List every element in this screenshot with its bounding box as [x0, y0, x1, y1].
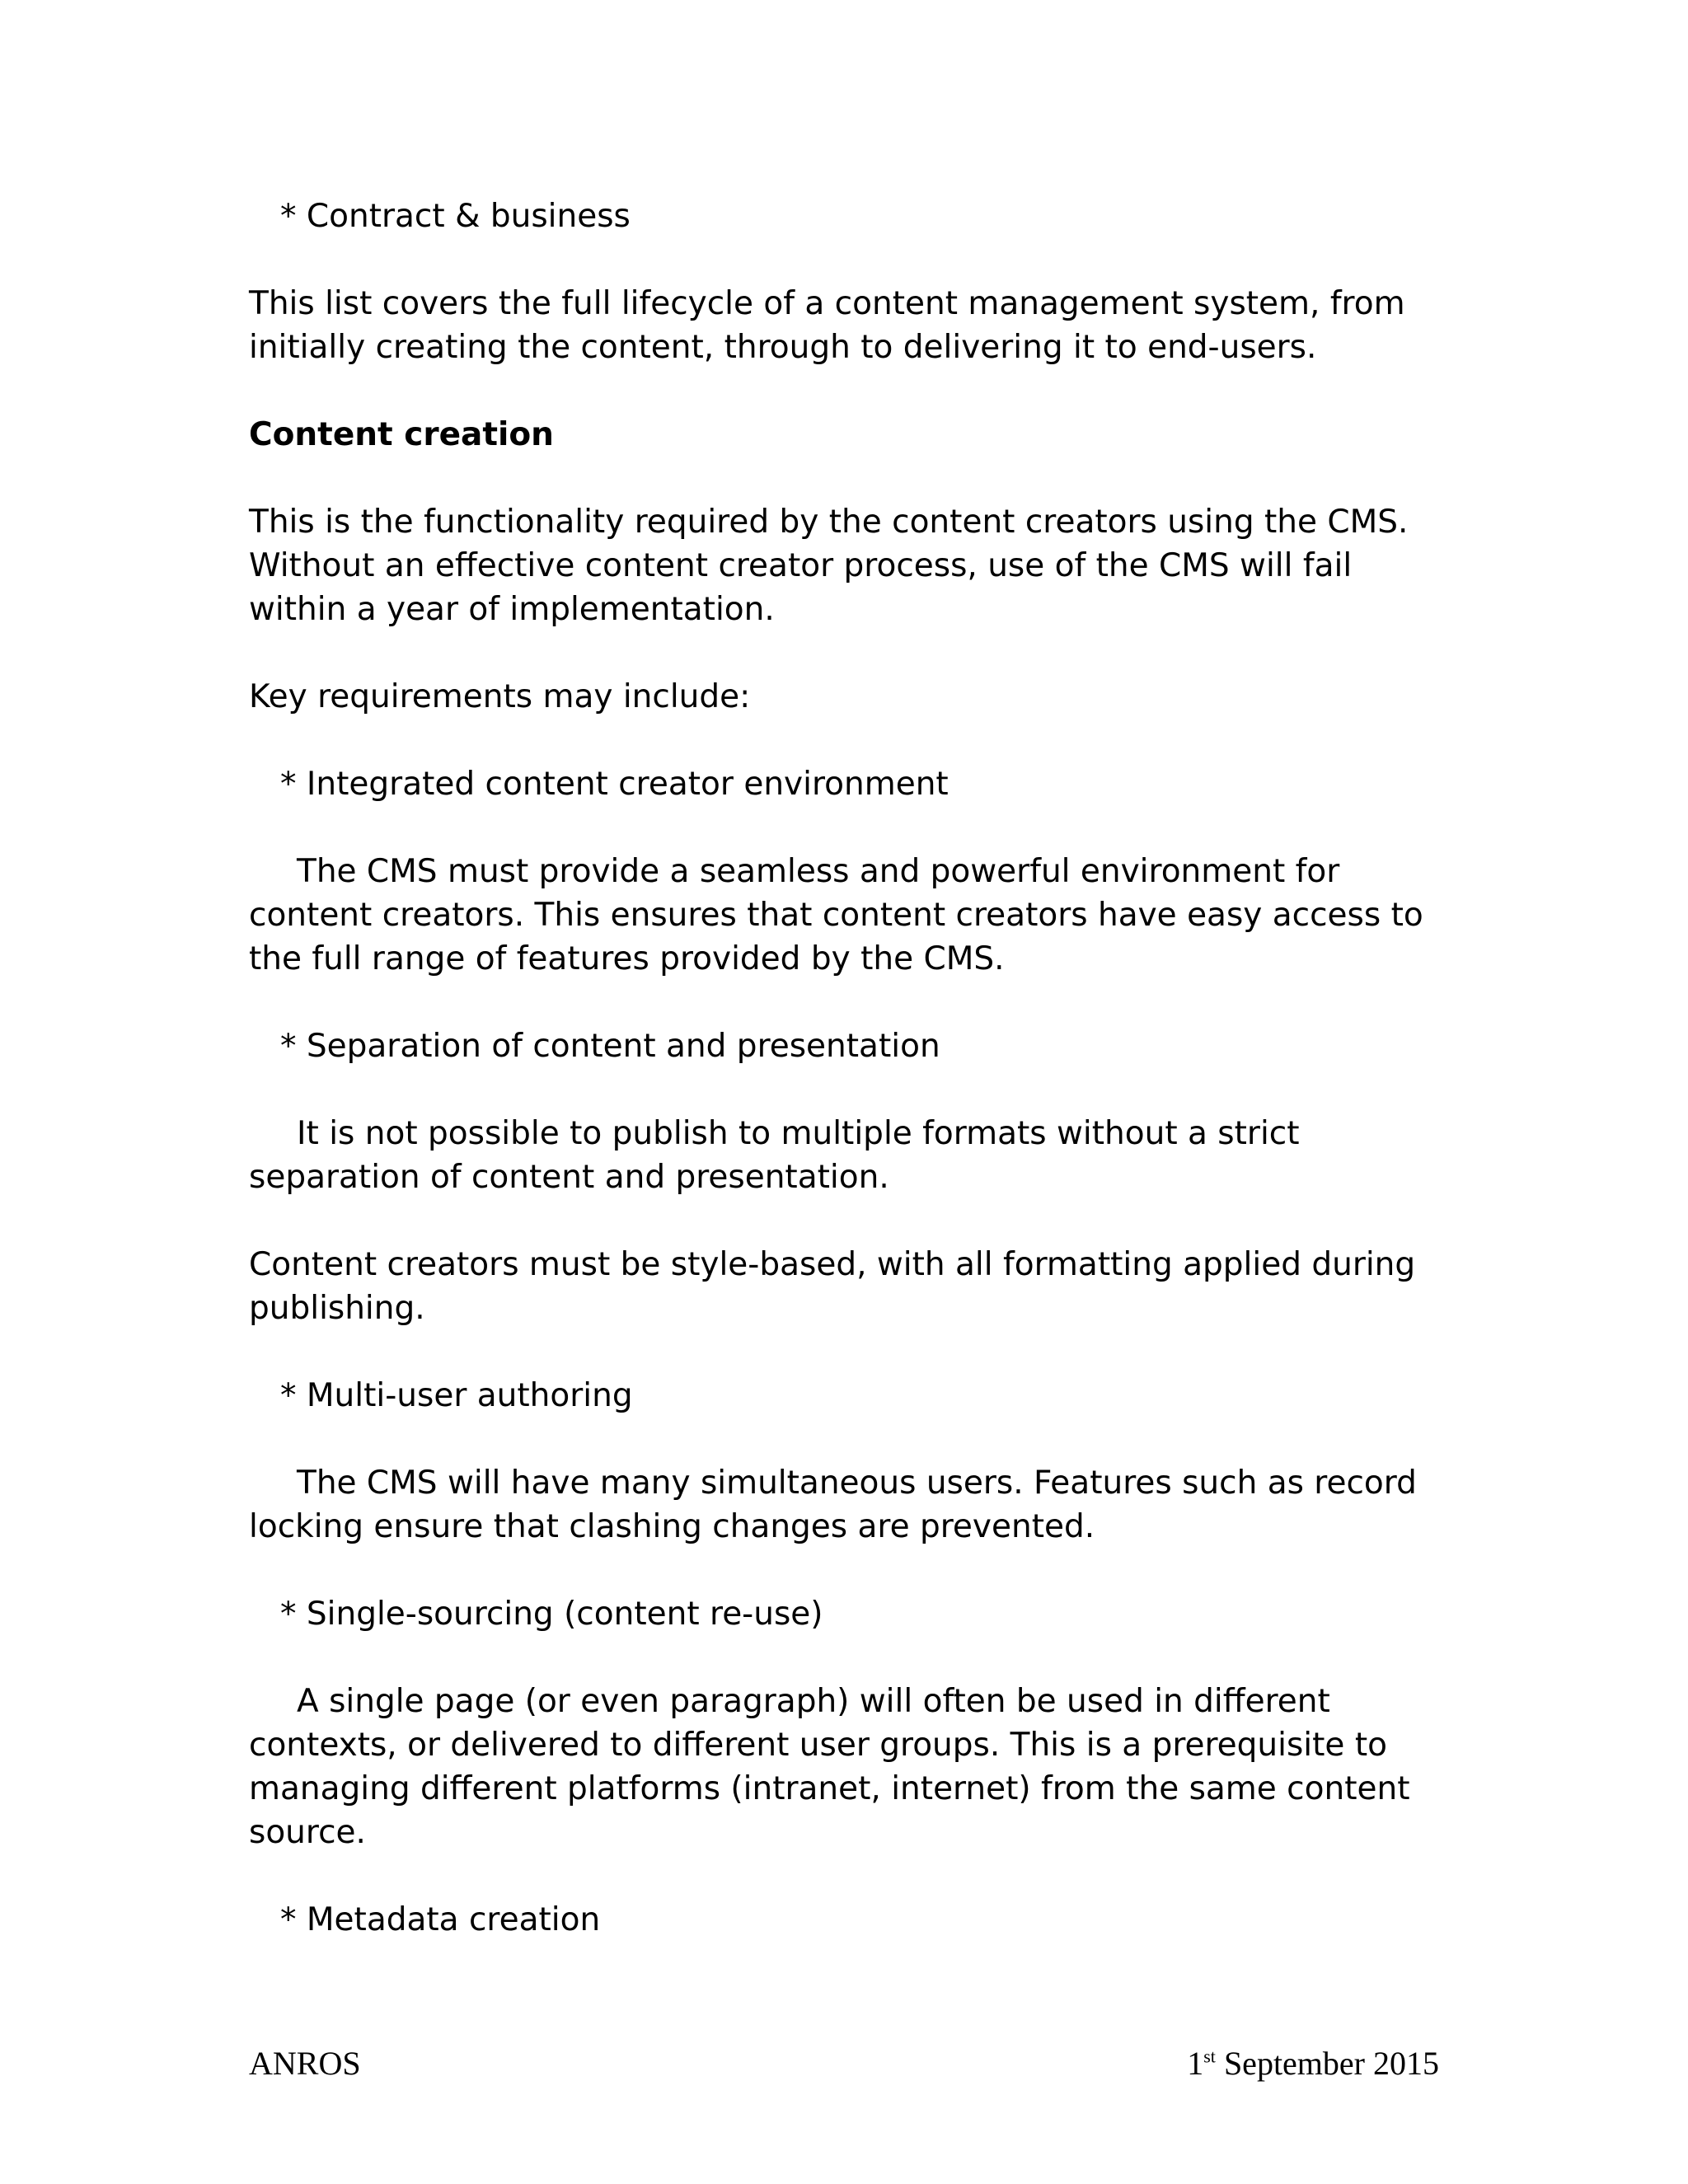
- bullet-contract-business: * Contract & business: [280, 198, 631, 235]
- paragraph-integrated-environment: The CMS must provide a seamless and powerful environment for content creators. This ensures that content creators have easy access to the full range of features provided by the CMS.: [249, 853, 1423, 977]
- footer-date-day: 1: [1187, 2045, 1204, 2082]
- footer-company: ANROS: [249, 2045, 361, 2082]
- paragraph-single-sourcing: A single page (or even paragraph) will often be used in different contexts, or delivered to different user groups. This is a prerequisite to managing different platforms (intranet, internet) from the same content source.: [249, 1683, 1410, 1851]
- bullet-single-sourcing: * Single-sourcing (content re-use): [280, 1596, 823, 1633]
- bullet-separation: * Separation of content and presentation: [280, 1028, 940, 1065]
- bullet-metadata-creation: * Metadata creation: [280, 1901, 601, 1938]
- paragraph-functionality: This is the functionality required by the content creators using the CMS. Without an effective content creator process, use of the CMS will fail within a year of implementation.: [249, 504, 1409, 628]
- page-footer: [249, 2044, 1439, 2083]
- paragraph-lifecycle: This list covers the full lifecycle of a content management system, from initially creating the content, through to delivering it to end-users.: [249, 285, 1405, 366]
- paragraph-key-requirements: Key requirements may include:: [249, 678, 751, 715]
- bullet-multi-user: * Multi-user authoring: [280, 1377, 633, 1414]
- footer-date-suffix: st: [1203, 2046, 1216, 2067]
- bullet-integrated-environment: * Integrated content creator environment: [280, 766, 949, 803]
- heading-content-creation: Content creation: [249, 416, 554, 453]
- paragraph-multi-user: The CMS will have many simultaneous users. Features such as record locking ensure that clashing changes are prevented.: [249, 1465, 1417, 1545]
- paragraph-separation: It is not possible to publish to multiple formats without a strict separation of content and presentation.: [249, 1115, 1300, 1196]
- document-body: [249, 194, 1452, 1985]
- footer-date-rest: September 2015: [1215, 2045, 1439, 2082]
- paragraph-style-based: Content creators must be style-based, with all formatting applied during publishing.: [249, 1246, 1416, 1327]
- footer-date: [1187, 2044, 1439, 2083]
